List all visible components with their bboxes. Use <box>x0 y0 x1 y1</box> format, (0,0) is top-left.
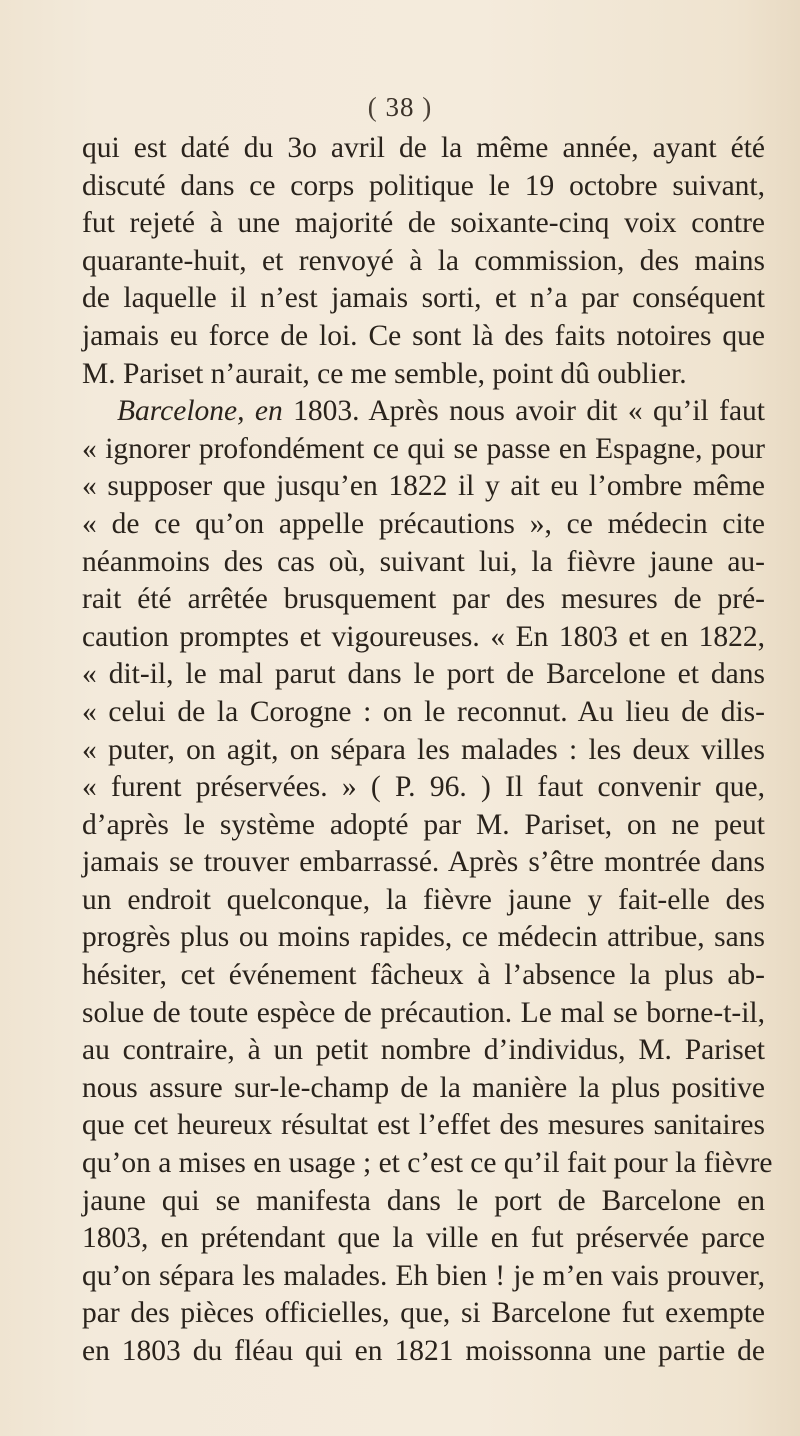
open-paren: ( <box>367 92 378 122</box>
page-number-value: 38 <box>385 92 415 122</box>
text-line: « furent préservées. » ( P. 96. ) Il faut convenir que, <box>82 771 765 804</box>
text-line: discuté dans ce corps politique le 19 octobre suivant, <box>82 169 765 202</box>
text-line: jamais eu force de loi. Ce sont là des faits notoires que <box>82 319 765 352</box>
text-line: nous assure sur-le-champ de la manière la plus positive <box>82 1071 765 1104</box>
italic-heading: Barcelone, en <box>117 395 283 428</box>
text-line: hésiter, cet événement fâcheux à l’absence la plus ab- <box>82 959 765 992</box>
text-line: d’après le système adopté par M. Pariset, on ne peut <box>82 808 765 841</box>
text-line: M. Pariset n’aurait, ce me semble, point dû oublier. <box>82 357 687 390</box>
text-line: « supposer que jusqu’en 1822 il y ait eu l’ombre même <box>82 470 765 503</box>
text-line: qui est daté du 3o avril de la même année, ayant été <box>82 132 765 164</box>
text-line: au contraire, à un petit nombre d’individus, M. Pariset <box>82 1034 765 1067</box>
text-line: de laquelle il n’est jamais sorti, et n’a par conséquent <box>82 282 765 315</box>
text-line: 1803, en prétendant que la ville en fut préservée parce <box>82 1222 765 1255</box>
text-line: solue de toute espèce de précaution. Le mal se borne-t-il, <box>82 996 765 1029</box>
text-line: jaune qui se manifesta dans le port de Barcelone en <box>82 1184 765 1217</box>
text-line-paragraph-start <box>82 393 765 431</box>
text-line: « puter, on agit, on sépara les malades : les deux villes <box>82 733 765 766</box>
text-line: progrès plus ou moins rapides, ce médecin attribue, sans <box>82 921 765 954</box>
text-line: qu’on sépara les malades. Eh bien ! je m’en vais prouver, <box>82 1259 765 1292</box>
text-line: « dit-il, le mal parut dans le port de Barcelone et dans <box>82 658 765 691</box>
text-line: que cet heureux résultat est l’effet des mesures sanitaires <box>82 1109 765 1142</box>
text-line: néanmoins des cas où, suivant lui, la fièvre jaune au- <box>82 545 765 578</box>
body-text <box>82 130 773 1371</box>
page-number <box>0 92 800 123</box>
line-rest: 1803. Après nous avoir dit « qu’il faut <box>282 395 766 428</box>
text-line: qu’on a mises en usage ; et c’est ce qu’il fait pour la fièvre <box>82 1147 773 1180</box>
text-line: jamais se trouver embarrassé. Après s’être montrée dans <box>82 846 765 879</box>
text-line: rait été arrêtée brusquement par des mesures de pré- <box>82 583 765 616</box>
text-line: en 1803 du fléau qui en 1821 moissonna une partie de <box>82 1335 765 1367</box>
text-line: fut rejeté à une majorité de soixante-cinq voix contre <box>82 207 765 240</box>
text-line: « de ce qu’on appelle précautions », ce médecin cite <box>82 507 765 540</box>
text-line: quarante-huit, et renvoyé à la commission, des mains <box>82 244 765 277</box>
text-line: un endroit quelconque, la fièvre jaune y fait-elle des <box>82 883 765 916</box>
text-line: « celui de la Corogne : on le reconnut. Au lieu de dis- <box>82 695 765 728</box>
close-paren: ) <box>422 92 433 122</box>
text-line: caution promptes et vigoureuses. « En 1803 et en 1822, <box>82 620 765 653</box>
text-line: par des pièces officielles, que, si Barcelone fut exempte <box>82 1297 765 1330</box>
text-line: « ignorer profondément ce qui se passe en Espagne, pour <box>82 432 765 465</box>
